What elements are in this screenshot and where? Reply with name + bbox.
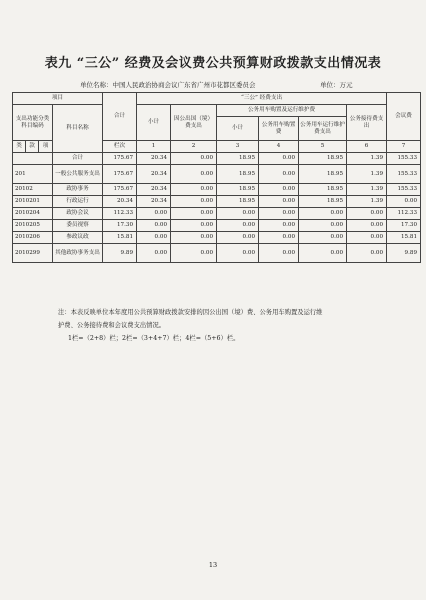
row-code: 2010205 [13, 220, 53, 232]
row-value: 0.00 [137, 220, 171, 232]
row-value: 20.34 [137, 196, 171, 208]
row-value: 0.00 [171, 220, 217, 232]
row-code: 2010201 [13, 196, 53, 208]
row-value: 17.30 [387, 220, 421, 232]
row-value: 0.00 [171, 184, 217, 196]
row-value: 0.00 [259, 220, 299, 232]
row-value: 0.00 [299, 220, 347, 232]
row-value: 0.00 [347, 208, 387, 220]
table-row [13, 184, 421, 196]
header-row-1 [13, 93, 421, 105]
col-index: 3 [217, 141, 259, 153]
row-code [13, 153, 53, 165]
row-value: 0.00 [347, 244, 387, 263]
row-name: 政协事务 [53, 184, 103, 196]
row-value: 18.95 [217, 184, 259, 196]
row-value: 175.67 [103, 165, 137, 184]
header-xiang: 项 [39, 141, 53, 153]
row-value: 0.00 [217, 232, 259, 244]
row-value: 0.00 [259, 165, 299, 184]
header-abroad: 因公出国（境）费支出 [171, 105, 217, 141]
row-value: 18.95 [217, 165, 259, 184]
row-code: 20102 [13, 184, 53, 196]
row-value: 0.00 [171, 232, 217, 244]
header-project: 项目 [13, 93, 103, 105]
table-row [13, 232, 421, 244]
row-code: 2010299 [13, 244, 53, 263]
row-value: 175.67 [103, 184, 137, 196]
row-value: 1.39 [347, 165, 387, 184]
table-note [58, 306, 398, 345]
row-value: 20.34 [137, 184, 171, 196]
row-value: 9.89 [387, 244, 421, 263]
row-value: 0.00 [259, 184, 299, 196]
row-value: 0.00 [171, 153, 217, 165]
row-value: 0.00 [347, 220, 387, 232]
header-total: 合计 [103, 93, 137, 141]
row-name: 合计 [53, 153, 103, 165]
currency-unit: 单位：万元 [320, 81, 353, 89]
row-value: 0.00 [347, 232, 387, 244]
header-kuan: 款 [26, 141, 39, 153]
row-value: 155.33 [387, 165, 421, 184]
row-value: 0.00 [259, 196, 299, 208]
row-value: 20.34 [137, 153, 171, 165]
col-index: 5 [299, 141, 347, 153]
row-value: 15.81 [387, 232, 421, 244]
header-func-code: 支出功能分类科目编码 [13, 105, 53, 141]
header-sangong: “三公” 经费支出 [137, 93, 387, 105]
row-value: 0.00 [299, 208, 347, 220]
header-meeting: 会议费 [387, 93, 421, 141]
header-vehicle-group: 公务用车购置及运行维护费 [217, 105, 347, 117]
header-reception: 公务接待费支出 [347, 105, 387, 141]
row-value: 0.00 [171, 244, 217, 263]
table-row [13, 165, 421, 184]
row-value: 112.33 [103, 208, 137, 220]
row-value: 0.00 [259, 208, 299, 220]
row-value: 20.34 [137, 165, 171, 184]
row-value: 1.39 [347, 153, 387, 165]
row-value: 18.95 [217, 196, 259, 208]
table-row [13, 244, 421, 263]
row-value: 18.95 [299, 165, 347, 184]
row-name: 其他政协事务支出 [53, 244, 103, 263]
row-value: 155.33 [387, 153, 421, 165]
note-line-3: 1栏=（2+8）栏；2栏=（3+4+7）栏；4栏=（5+6）栏。 [68, 335, 240, 342]
row-value: 9.89 [103, 244, 137, 263]
col-index: 6 [347, 141, 387, 153]
row-value: 155.33 [387, 184, 421, 196]
table-row [13, 208, 421, 220]
row-name: 行政运行 [53, 196, 103, 208]
row-value: 112.33 [387, 208, 421, 220]
unit-name: 单位名称：中国人民政治协商会议广东省广州市花都区委员会 [80, 81, 256, 89]
row-value: 0.00 [217, 244, 259, 263]
header-vehicle-subtotal: 小计 [217, 117, 259, 141]
row-value: 20.34 [103, 196, 137, 208]
col-index: 2 [171, 141, 217, 153]
row-value: 175.67 [103, 153, 137, 165]
row-value: 1.39 [347, 196, 387, 208]
row-name: 委员视察 [53, 220, 103, 232]
page-number: 13 [208, 561, 218, 569]
header-col-index-label: 栏次 [103, 141, 137, 153]
row-code: 201 [13, 165, 53, 184]
row-value: 0.00 [137, 208, 171, 220]
row-value: 18.95 [299, 184, 347, 196]
header-subject-name: 科目名称 [53, 105, 103, 153]
expenditure-table [12, 92, 421, 263]
row-value: 0.00 [259, 244, 299, 263]
row-value: 0.00 [217, 208, 259, 220]
col-index: 7 [387, 141, 421, 153]
row-value: 0.00 [217, 220, 259, 232]
col-index: 1 [137, 141, 171, 153]
row-code: 2010206 [13, 232, 53, 244]
note-line-1: 注：本表反映单位本年度用公共预算财政拨款安排的因公出国（境）费、公务用车购置及运行维 [58, 309, 323, 316]
header-vehicle-purchase: 公务用车购置费 [259, 117, 299, 141]
row-value: 0.00 [259, 153, 299, 165]
row-value: 18.95 [217, 153, 259, 165]
row-name: 一般公共服务支出 [53, 165, 103, 184]
row-value: 0.00 [137, 232, 171, 244]
table-row [13, 153, 421, 165]
header-lei: 类 [13, 141, 26, 153]
row-value: 17.30 [103, 220, 137, 232]
row-value: 0.00 [299, 232, 347, 244]
table-row [13, 196, 421, 208]
row-value: 0.00 [299, 244, 347, 263]
row-name: 政协会议 [53, 208, 103, 220]
header-subtotal: 小计 [137, 105, 171, 141]
row-code: 2010204 [13, 208, 53, 220]
row-value: 0.00 [137, 244, 171, 263]
page-title: 表九 “三公” 经费及会议费公共预算财政拨款支出情况表 [44, 56, 382, 71]
row-value: 0.00 [387, 196, 421, 208]
row-value: 0.00 [171, 165, 217, 184]
row-value: 18.95 [299, 153, 347, 165]
row-value: 1.39 [347, 184, 387, 196]
note-line-2: 护费、公务接待费和会议费支出情况。 [58, 322, 166, 329]
table-row [13, 220, 421, 232]
row-name: 参政议政 [53, 232, 103, 244]
row-value: 18.95 [299, 196, 347, 208]
col-index: 4 [259, 141, 299, 153]
row-value: 15.81 [103, 232, 137, 244]
row-value: 0.00 [259, 232, 299, 244]
header-row-2 [13, 105, 421, 117]
row-value: 0.00 [171, 208, 217, 220]
row-value: 0.00 [171, 196, 217, 208]
header-vehicle-operation: 公务用车运行维护费支出 [299, 117, 347, 141]
